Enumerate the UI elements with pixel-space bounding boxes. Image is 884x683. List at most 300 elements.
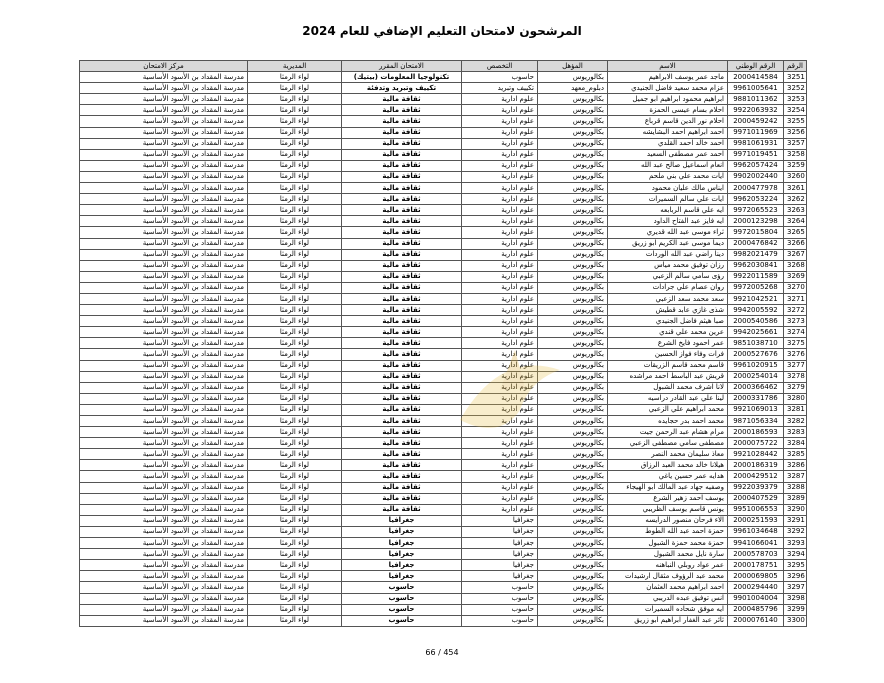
cell-national-id: 2000076140	[728, 615, 784, 626]
cell-name: هدايه عمر حسين ياغي	[608, 471, 728, 482]
cell-exam-center: مدرسة المقداد بن الأسود الأساسية	[80, 138, 248, 149]
table-row	[80, 582, 807, 593]
table-row	[80, 83, 807, 94]
cell-exam-center: مدرسة المقداد بن الأسود الأساسية	[80, 438, 248, 449]
cell-number: 3258	[784, 149, 807, 160]
cell-number: 3293	[784, 538, 807, 549]
table-row	[80, 593, 807, 604]
cell-national-id: 2000527676	[728, 349, 784, 360]
cell-national-id: 2000540586	[728, 316, 784, 327]
cell-exam-center: مدرسة المقداد بن الأسود الأساسية	[80, 316, 248, 327]
cell-specialization: علوم ادارية	[462, 327, 538, 338]
cell-exam: تكييف وتبريد وتدفئة	[342, 83, 462, 94]
cell-exam: ثقافة مالية	[342, 360, 462, 371]
cell-number: 3272	[784, 305, 807, 316]
cell-exam-center: مدرسة المقداد بن الأسود الأساسية	[80, 238, 248, 249]
cell-name: صبا هيثم فاضل الجنيدي	[608, 316, 728, 327]
cell-number: 3268	[784, 260, 807, 271]
cell-number: 3255	[784, 116, 807, 127]
table-row	[80, 393, 807, 404]
cell-name: انعام اسماعيل صالح عبد الله	[608, 160, 728, 171]
cell-specialization: علوم ادارية	[462, 349, 538, 360]
cell-directorate: لواء الرمثا	[248, 105, 342, 116]
cell-specialization: علوم ادارية	[462, 127, 538, 138]
cell-specialization: علوم ادارية	[462, 449, 538, 460]
table-row	[80, 460, 807, 471]
cell-national-id: 9941066041	[728, 538, 784, 549]
cell-number: 3262	[784, 194, 807, 205]
cell-specialization: علوم ادارية	[462, 194, 538, 205]
cell-qualification: بكالوريوس	[538, 238, 608, 249]
table-row	[80, 293, 807, 304]
cell-name: روان عصام علي جرادات	[608, 282, 728, 293]
cell-national-id: 9971019451	[728, 149, 784, 160]
cell-name: معاذ سليمان محمد النصر	[608, 449, 728, 460]
cell-qualification: بكالوريوس	[538, 149, 608, 160]
cell-specialization: علوم ادارية	[462, 338, 538, 349]
cell-national-id: 2000251593	[728, 515, 784, 526]
cell-national-id: 2000123298	[728, 216, 784, 227]
cell-exam: ثقافة مالية	[342, 449, 462, 460]
cell-directorate: لواء الرمثا	[248, 349, 342, 360]
cell-specialization: علوم ادارية	[462, 382, 538, 393]
cell-name: ايه موفق شحاده السميرات	[608, 604, 728, 615]
cell-exam: ثقافة مالية	[342, 138, 462, 149]
cell-national-id: 9921042521	[728, 293, 784, 304]
cell-qualification: بكالوريوس	[538, 382, 608, 393]
cell-national-id: 2000186593	[728, 427, 784, 438]
cell-exam: ثقافة مالية	[342, 260, 462, 271]
cell-directorate: لواء الرمثا	[248, 127, 342, 138]
cell-exam-center: مدرسة المقداد بن الأسود الأساسية	[80, 83, 248, 94]
cell-number: 3294	[784, 549, 807, 560]
cell-number: 3269	[784, 271, 807, 282]
cell-exam: ثقافة مالية	[342, 382, 462, 393]
cell-number: 3263	[784, 205, 807, 216]
table-row	[80, 504, 807, 515]
cell-name: ديما موسى عبد الكريم ابو زريق	[608, 238, 728, 249]
cell-specialization: علوم ادارية	[462, 138, 538, 149]
cell-directorate: لواء الرمثا	[248, 615, 342, 626]
cell-national-id: 9971011969	[728, 127, 784, 138]
cell-exam: حاسوب	[342, 604, 462, 615]
cell-exam-center: مدرسة المقداد بن الأسود الأساسية	[80, 427, 248, 438]
cell-directorate: لواء الرمثا	[248, 116, 342, 127]
cell-exam-center: مدرسة المقداد بن الأسود الأساسية	[80, 571, 248, 582]
cell-qualification: بكالوريوس	[538, 227, 608, 238]
cell-specialization: علوم ادارية	[462, 404, 538, 415]
cell-exam: ثقافة مالية	[342, 105, 462, 116]
cell-specialization: علوم ادارية	[462, 249, 538, 260]
table-row	[80, 360, 807, 371]
cell-specialization: علوم ادارية	[462, 171, 538, 182]
cell-directorate: لواء الرمثا	[248, 493, 342, 504]
cell-national-id: 9942025661	[728, 327, 784, 338]
cell-national-id: 2000186319	[728, 460, 784, 471]
cell-exam-center: مدرسة المقداد بن الأسود الأساسية	[80, 482, 248, 493]
cell-exam: ثقافة مالية	[342, 460, 462, 471]
cell-specialization: علوم ادارية	[462, 316, 538, 327]
cell-national-id: 9922011589	[728, 271, 784, 282]
cell-exam: تكنولوجيا المعلومات (بيتيك)	[342, 72, 462, 83]
cell-exam: جغرافيا	[342, 571, 462, 582]
cell-name: احمد ابراهيم احمد البشايشه	[608, 127, 728, 138]
table-row	[80, 282, 807, 293]
cell-exam: ثقافة مالية	[342, 416, 462, 427]
cell-national-id: 9922039379	[728, 482, 784, 493]
cell-qualification: بكالوريوس	[538, 471, 608, 482]
cell-qualification: بكالوريوس	[538, 138, 608, 149]
cell-number: 3277	[784, 360, 807, 371]
table-row	[80, 416, 807, 427]
cell-national-id: 9921069013	[728, 404, 784, 415]
cell-number: 3288	[784, 482, 807, 493]
table-row	[80, 127, 807, 138]
cell-specialization: جغرافيا	[462, 526, 538, 537]
cell-specialization: علوم ادارية	[462, 482, 538, 493]
cell-directorate: لواء الرمثا	[248, 194, 342, 205]
cell-exam-center: مدرسة المقداد بن الأسود الأساسية	[80, 171, 248, 182]
cell-exam: جغرافيا	[342, 560, 462, 571]
cell-directorate: لواء الرمثا	[248, 393, 342, 404]
cell-name: مرام هشام عبد الرحمن جيت	[608, 427, 728, 438]
table-row	[80, 227, 807, 238]
page-title: المرشحون لامتحان التعليم الإضافي للعام 2024	[302, 24, 582, 38]
table-row	[80, 105, 807, 116]
cell-qualification: بكالوريوس	[538, 305, 608, 316]
cell-exam-center: مدرسة المقداد بن الأسود الأساسية	[80, 493, 248, 504]
table-row	[80, 482, 807, 493]
cell-directorate: لواء الرمثا	[248, 526, 342, 537]
table-row	[80, 327, 807, 338]
header-specialization: التخصص	[462, 61, 538, 72]
cell-exam-center: مدرسة المقداد بن الأسود الأساسية	[80, 549, 248, 560]
cell-exam: ثقافة مالية	[342, 504, 462, 515]
cell-exam-center: مدرسة المقداد بن الأسود الأساسية	[80, 382, 248, 393]
cell-exam-center: مدرسة المقداد بن الأسود الأساسية	[80, 393, 248, 404]
cell-national-id: 2000476842	[728, 238, 784, 249]
cell-qualification: بكالوريوس	[538, 615, 608, 626]
cell-specialization: علوم ادارية	[462, 305, 538, 316]
cell-exam-center: مدرسة المقداد بن الأسود الأساسية	[80, 116, 248, 127]
cell-directorate: لواء الرمثا	[248, 538, 342, 549]
cell-exam: ثقافة مالية	[342, 404, 462, 415]
cell-directorate: لواء الرمثا	[248, 416, 342, 427]
header-directorate: المديرية	[248, 61, 342, 72]
table-row	[80, 515, 807, 526]
table-header-row	[80, 61, 807, 72]
cell-specialization: علوم ادارية	[462, 427, 538, 438]
cell-number: 3300	[784, 615, 807, 626]
cell-national-id: 9881011362	[728, 94, 784, 105]
cell-number: 3286	[784, 460, 807, 471]
cell-national-id: 2000178751	[728, 560, 784, 571]
cell-exam: ثقافة مالية	[342, 482, 462, 493]
cell-directorate: لواء الرمثا	[248, 460, 342, 471]
cell-exam-center: مدرسة المقداد بن الأسود الأساسية	[80, 183, 248, 194]
cell-exam: ثقافة مالية	[342, 227, 462, 238]
cell-qualification: بكالوريوس	[538, 260, 608, 271]
header-exam-center: مركز الامتحان	[80, 61, 248, 72]
cell-name: ابراهيم محمود ابراهيم ابو جميل	[608, 94, 728, 105]
cell-directorate: لواء الرمثا	[248, 571, 342, 582]
cell-directorate: لواء الرمثا	[248, 72, 342, 83]
header-name: الاسم	[608, 61, 728, 72]
cell-specialization: علوم ادارية	[462, 205, 538, 216]
cell-number: 3296	[784, 571, 807, 582]
table-row	[80, 404, 807, 415]
cell-specialization: جغرافيا	[462, 571, 538, 582]
cell-exam: ثقافة مالية	[342, 371, 462, 382]
cell-number: 3282	[784, 416, 807, 427]
cell-exam: ثقافة مالية	[342, 305, 462, 316]
cell-qualification: بكالوريوس	[538, 271, 608, 282]
cell-name: دينا راضي عبد الله الوردات	[608, 249, 728, 260]
cell-name: ماجد عمر يوسف الابراهيم	[608, 72, 728, 83]
cell-specialization: علوم ادارية	[462, 116, 538, 127]
cell-qualification: بكالوريوس	[538, 493, 608, 504]
cell-qualification: بكالوريوس	[538, 371, 608, 382]
cell-national-id: 9921028442	[728, 449, 784, 460]
cell-qualification: بكالوريوس	[538, 404, 608, 415]
cell-qualification: بكالوريوس	[538, 316, 608, 327]
cell-qualification: بكالوريوس	[538, 205, 608, 216]
table-row	[80, 116, 807, 127]
cell-national-id: 2000254014	[728, 371, 784, 382]
cell-directorate: لواء الرمثا	[248, 549, 342, 560]
cell-exam: ثقافة مالية	[342, 349, 462, 360]
table-row	[80, 349, 807, 360]
cell-directorate: لواء الرمثا	[248, 260, 342, 271]
cell-directorate: لواء الرمثا	[248, 560, 342, 571]
cell-exam-center: مدرسة المقداد بن الأسود الأساسية	[80, 404, 248, 415]
cell-national-id: 2000477978	[728, 183, 784, 194]
cell-national-id: 2000075722	[728, 438, 784, 449]
cell-exam-center: مدرسة المقداد بن الأسود الأساسية	[80, 582, 248, 593]
cell-exam-center: مدرسة المقداد بن الأسود الأساسية	[80, 305, 248, 316]
cell-name: احلام بسام عيسى الحمزة	[608, 105, 728, 116]
cell-exam-center: مدرسة المقداد بن الأسود الأساسية	[80, 127, 248, 138]
cell-national-id: 2000331786	[728, 393, 784, 404]
cell-exam-center: مدرسة المقداد بن الأسود الأساسية	[80, 282, 248, 293]
cell-directorate: لواء الرمثا	[248, 249, 342, 260]
cell-directorate: لواء الرمثا	[248, 327, 342, 338]
cell-name: ايه علي قاسم الربابعه	[608, 205, 728, 216]
cell-qualification: بكالوريوس	[538, 127, 608, 138]
cell-national-id: 9922063932	[728, 105, 784, 116]
cell-number: 3265	[784, 227, 807, 238]
cell-national-id: 9972065523	[728, 205, 784, 216]
table-row	[80, 493, 807, 504]
cell-number: 3278	[784, 371, 807, 382]
cell-specialization: علوم ادارية	[462, 149, 538, 160]
cell-specialization: علوم ادارية	[462, 416, 538, 427]
cell-number: 3285	[784, 449, 807, 460]
cell-directorate: لواء الرمثا	[248, 293, 342, 304]
cell-directorate: لواء الرمثا	[248, 471, 342, 482]
cell-specialization: علوم ادارية	[462, 94, 538, 105]
cell-exam-center: مدرسة المقداد بن الأسود الأساسية	[80, 160, 248, 171]
cell-specialization: حاسوب	[462, 604, 538, 615]
cell-qualification: بكالوريوس	[538, 349, 608, 360]
cell-qualification: بكالوريوس	[538, 504, 608, 515]
cell-name: احلام نور الدين قاسم قرباع	[608, 116, 728, 127]
cell-national-id: 2000578703	[728, 549, 784, 560]
table-row	[80, 526, 807, 537]
cell-name: شذى غازي عابد قطيش	[608, 305, 728, 316]
table-row	[80, 238, 807, 249]
table-row	[80, 305, 807, 316]
cell-qualification: بكالوريوس	[538, 571, 608, 582]
table-row	[80, 94, 807, 105]
cell-directorate: لواء الرمثا	[248, 427, 342, 438]
cell-national-id: 2000429512	[728, 471, 784, 482]
table-row	[80, 560, 807, 571]
cell-exam-center: مدرسة المقداد بن الأسود الأساسية	[80, 205, 248, 216]
cell-national-id: 9901004004	[728, 593, 784, 604]
cell-qualification: بكالوريوس	[538, 449, 608, 460]
cell-exam-center: مدرسة المقداد بن الأسود الأساسية	[80, 515, 248, 526]
cell-qualification: بكالوريوس	[538, 194, 608, 205]
cell-exam-center: مدرسة المقداد بن الأسود الأساسية	[80, 327, 248, 338]
cell-qualification: بكالوريوس	[538, 160, 608, 171]
cell-name: محمد احمد بدر حجايده	[608, 416, 728, 427]
cell-name: سارة نايل محمد الشبول	[608, 549, 728, 560]
cell-specialization: علوم ادارية	[462, 260, 538, 271]
cell-exam: ثقافة مالية	[342, 338, 462, 349]
cell-exam-center: مدرسة المقداد بن الأسود الأساسية	[80, 471, 248, 482]
cell-directorate: لواء الرمثا	[248, 171, 342, 182]
cell-specialization: حاسوب	[462, 582, 538, 593]
cell-name: سعد محمد سعد الزعبي	[608, 293, 728, 304]
cell-exam: جغرافيا	[342, 526, 462, 537]
cell-exam-center: مدرسة المقداد بن الأسود الأساسية	[80, 526, 248, 537]
cell-national-id: 2000069805	[728, 571, 784, 582]
cell-exam-center: مدرسة المقداد بن الأسود الأساسية	[80, 504, 248, 515]
cell-specialization: علوم ادارية	[462, 393, 538, 404]
table-row	[80, 427, 807, 438]
cell-qualification: بكالوريوس	[538, 416, 608, 427]
cell-exam: ثقافة مالية	[342, 171, 462, 182]
cell-qualification: بكالوريوس	[538, 482, 608, 493]
table-row	[80, 205, 807, 216]
header-national-id: الرقم الوطني	[728, 61, 784, 72]
cell-name: عمر عواد روبلي النباهنه	[608, 560, 728, 571]
cell-directorate: لواء الرمثا	[248, 382, 342, 393]
cell-number: 3276	[784, 349, 807, 360]
cell-national-id: 9951006553	[728, 504, 784, 515]
cell-specialization: علوم ادارية	[462, 504, 538, 515]
table-row	[80, 449, 807, 460]
cell-national-id: 9942005592	[728, 305, 784, 316]
cell-national-id: 9871056334	[728, 416, 784, 427]
cell-exam-center: مدرسة المقداد بن الأسود الأساسية	[80, 94, 248, 105]
cell-exam: ثقافة مالية	[342, 427, 462, 438]
cell-exam: ثقافة مالية	[342, 282, 462, 293]
cell-national-id: 2000459242	[728, 116, 784, 127]
cell-exam-center: مدرسة المقداد بن الأسود الأساسية	[80, 105, 248, 116]
table-row	[80, 183, 807, 194]
cell-specialization: علوم ادارية	[462, 160, 538, 171]
cell-specialization: حاسوب	[462, 615, 538, 626]
cell-number: 3271	[784, 293, 807, 304]
cell-name: احمد ابراهيم محمد العثمان	[608, 582, 728, 593]
cell-name: عزام محمد سعيد فاضل الجنيدي	[608, 83, 728, 94]
cell-name: احمد خالد احمد القلدي	[608, 138, 728, 149]
cell-exam: ثقافة مالية	[342, 149, 462, 160]
cell-directorate: لواء الرمثا	[248, 149, 342, 160]
cell-exam-center: مدرسة المقداد بن الأسود الأساسية	[80, 538, 248, 549]
cell-specialization: جغرافيا	[462, 560, 538, 571]
cell-directorate: لواء الرمثا	[248, 360, 342, 371]
cell-exam-center: مدرسة المقداد بن الأسود الأساسية	[80, 216, 248, 227]
cell-directorate: لواء الرمثا	[248, 438, 342, 449]
table-row	[80, 260, 807, 271]
cell-number: 3295	[784, 560, 807, 571]
cell-name: يونس قاسم يوسف الظريبي	[608, 504, 728, 515]
cell-directorate: لواء الرمثا	[248, 482, 342, 493]
cell-exam: جغرافيا	[342, 538, 462, 549]
cell-name: مصطفى سامي مصطفى الزعبي	[608, 438, 728, 449]
cell-name: رزان توفيق محمد مياس	[608, 260, 728, 271]
cell-exam: ثقافة مالية	[342, 183, 462, 194]
cell-number: 3280	[784, 393, 807, 404]
cell-national-id: 9961020915	[728, 360, 784, 371]
cell-name: لينا علي عبد القادر دراسيه	[608, 393, 728, 404]
cell-qualification: بكالوريوس	[538, 438, 608, 449]
cell-specialization: علوم ادارية	[462, 438, 538, 449]
cell-qualification: بكالوريوس	[538, 171, 608, 182]
cell-name: حمزة محمد حمزة الشبول	[608, 538, 728, 549]
header-exam: الامتحان المقرر	[342, 61, 462, 72]
table-row	[80, 538, 807, 549]
cell-specialization: تكييف وتبريد	[462, 83, 538, 94]
cell-specialization: علوم ادارية	[462, 183, 538, 194]
cell-directorate: لواء الرمثا	[248, 238, 342, 249]
table-row	[80, 72, 807, 83]
cell-qualification: بكالوريوس	[538, 560, 608, 571]
cell-name: محمد عبد الرؤوف مثقال ارشيدات	[608, 571, 728, 582]
cell-exam-center: مدرسة المقداد بن الأسود الأساسية	[80, 371, 248, 382]
cell-name: ايات محمد علي بني ملحم	[608, 171, 728, 182]
table-row	[80, 615, 807, 626]
cell-name: حمزة احمد عبد الله الطوط	[608, 526, 728, 537]
candidates-table	[79, 60, 807, 627]
cell-qualification: بكالوريوس	[538, 526, 608, 537]
cell-directorate: لواء الرمثا	[248, 227, 342, 238]
cell-directorate: لواء الرمثا	[248, 604, 342, 615]
cell-specialization: علوم ادارية	[462, 471, 538, 482]
cell-exam-center: مدرسة المقداد بن الأسود الأساسية	[80, 293, 248, 304]
cell-exam: حاسوب	[342, 593, 462, 604]
cell-exam: ثقافة مالية	[342, 216, 462, 227]
cell-directorate: لواء الرمثا	[248, 138, 342, 149]
cell-exam-center: مدرسة المقداد بن الأسود الأساسية	[80, 449, 248, 460]
cell-directorate: لواء الرمثا	[248, 582, 342, 593]
table-row	[80, 571, 807, 582]
cell-qualification: بكالوريوس	[538, 460, 608, 471]
cell-exam-center: مدرسة المقداد بن الأسود الأساسية	[80, 460, 248, 471]
cell-number: 3257	[784, 138, 807, 149]
cell-qualification: بكالوريوس	[538, 282, 608, 293]
cell-exam: ثقافة مالية	[342, 94, 462, 105]
cell-qualification: بكالوريوس	[538, 327, 608, 338]
cell-directorate: لواء الرمثا	[248, 515, 342, 526]
cell-number: 3259	[784, 160, 807, 171]
cell-number: 3266	[784, 238, 807, 249]
cell-qualification: بكالوريوس	[538, 72, 608, 83]
cell-qualification: بكالوريوس	[538, 604, 608, 615]
